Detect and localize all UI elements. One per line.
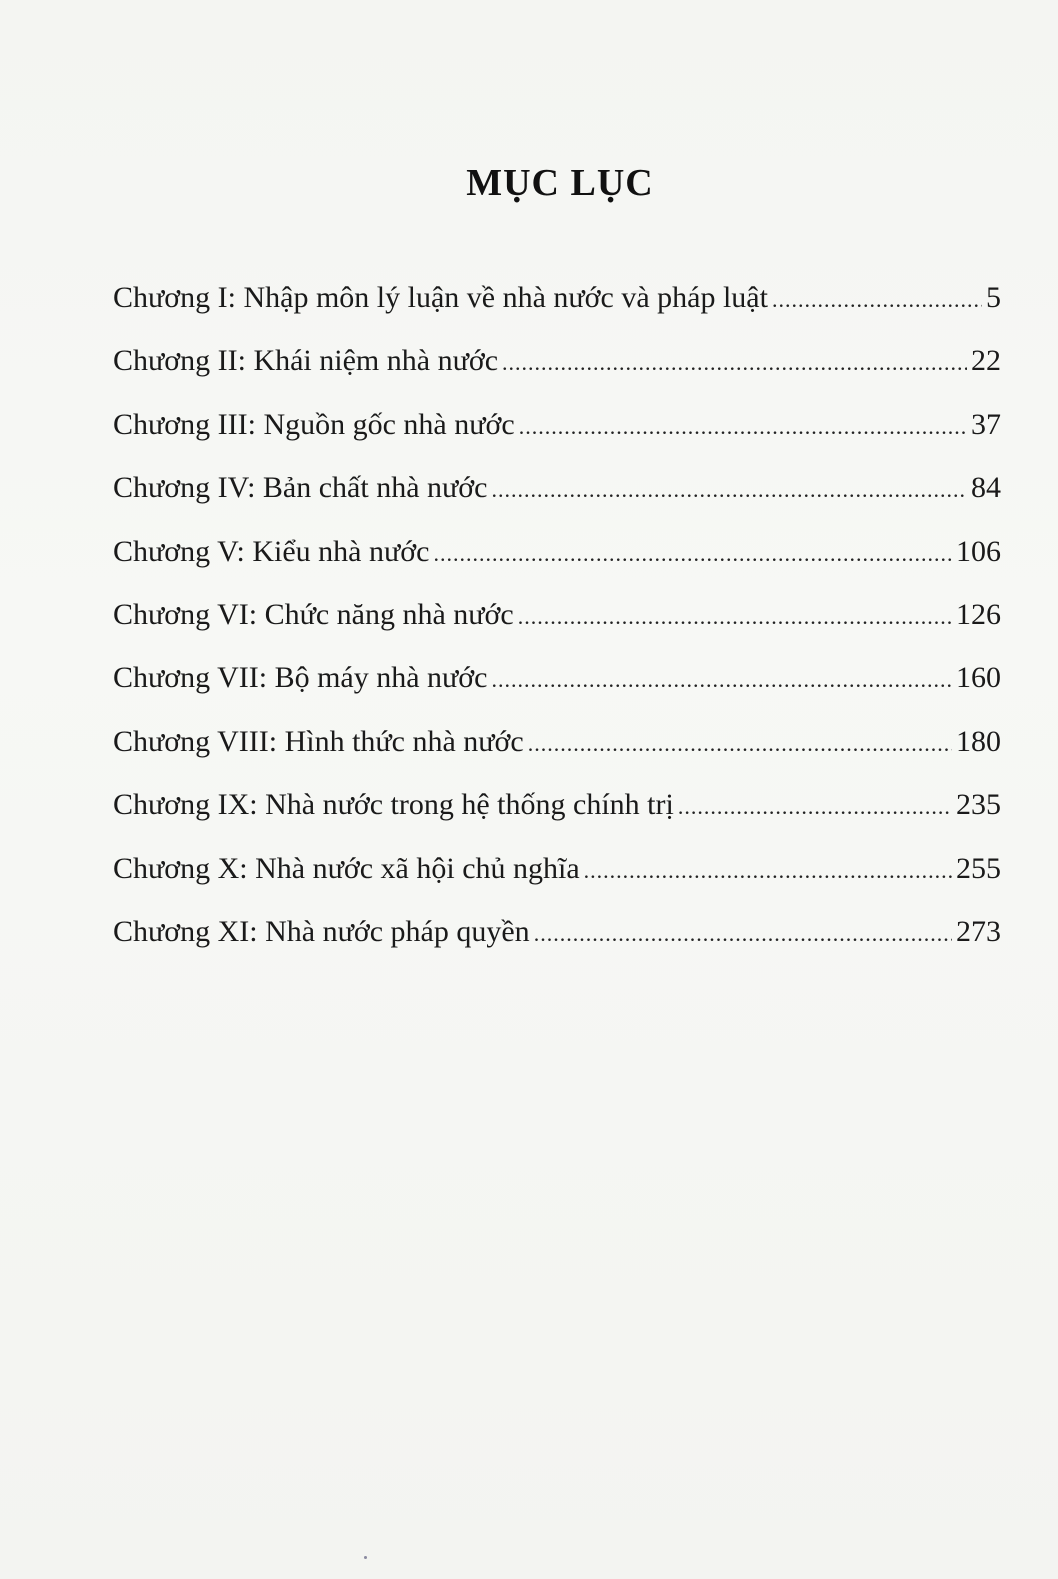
toc-entry-page-number: 37 — [971, 407, 1001, 441]
toc-entry — [113, 278, 1001, 341]
print-speck — [364, 1556, 367, 1559]
toc-entry — [113, 468, 1001, 531]
toc-entry-page-number: 22 — [971, 344, 1001, 378]
toc-entry-label: Chương X: Nhà nước xã hội chủ nghĩa — [113, 851, 580, 885]
toc-entry — [113, 849, 1001, 912]
toc-entry — [113, 595, 1001, 658]
toc-entry-label: Chương XI: Nhà nước pháp quyền — [113, 914, 530, 948]
toc-entry — [113, 658, 1001, 721]
dot-leader — [772, 280, 982, 320]
toc-entry-page-number: 106 — [956, 534, 1001, 568]
toc-entry-label: Chương V: Kiểu nhà nước — [113, 534, 430, 568]
toc-entry — [113, 405, 1001, 468]
toc-entry-label: Chương I: Nhập môn lý luận về nhà nước và pháp luật — [113, 281, 768, 314]
dot-leader — [492, 660, 953, 700]
toc-entry — [113, 785, 1001, 848]
dot-leader — [502, 343, 967, 383]
toc-entry-page-number: 235 — [956, 788, 1001, 822]
toc-entry — [113, 341, 1001, 404]
toc-entry-page-number: 180 — [956, 724, 1001, 758]
dot-leader — [519, 407, 967, 447]
toc-entry — [113, 912, 1001, 975]
dot-leader — [433, 534, 952, 574]
toc-entry-page-number: 160 — [956, 661, 1001, 695]
page-title: MỤC LỤC — [466, 162, 654, 205]
toc-entry-page-number: 84 — [971, 471, 1001, 505]
toc-entry-page-number: 273 — [956, 914, 1001, 948]
toc-entry — [113, 722, 1001, 785]
toc-entry-page-number: 5 — [986, 281, 1001, 314]
toc-entry-page-number: 255 — [956, 851, 1001, 885]
dot-leader — [584, 851, 952, 891]
dot-leader — [528, 724, 952, 764]
table-of-contents — [113, 278, 1001, 975]
toc-entry-label: Chương VI: Chức năng nhà nước — [113, 597, 514, 631]
dot-leader — [491, 470, 967, 510]
dot-leader — [678, 787, 952, 827]
toc-entry-label: Chương IX: Nhà nước trong hệ thống chính trị — [113, 788, 674, 822]
toc-entry-label: Chương IV: Bản chất nhà nước — [113, 471, 488, 505]
dot-leader — [534, 914, 952, 954]
toc-entry-label: Chương VII: Bộ máy nhà nước — [113, 661, 488, 695]
toc-entry-label: Chương II: Khái niệm nhà nước — [113, 344, 499, 378]
toc-entry-label: Chương VIII: Hình thức nhà nước — [113, 724, 524, 758]
toc-entry-page-number: 126 — [956, 597, 1001, 631]
toc-entry-label: Chương III: Nguồn gốc nhà nước — [113, 407, 515, 441]
toc-entry — [113, 532, 1001, 595]
dot-leader — [518, 597, 952, 637]
